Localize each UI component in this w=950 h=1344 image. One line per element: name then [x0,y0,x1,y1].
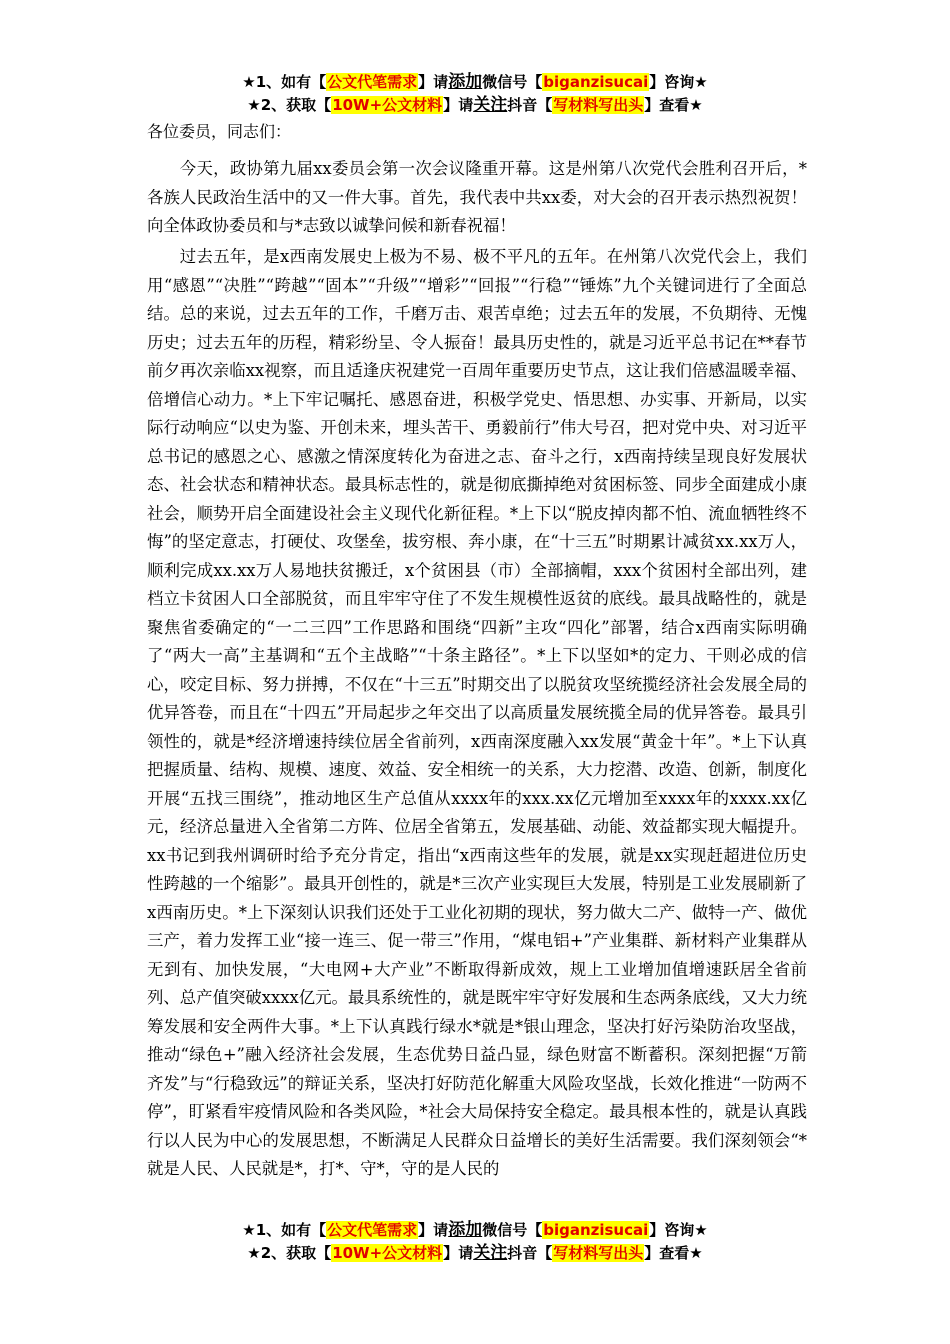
ad-line-2-text-2: 抖音【 [507,96,553,114]
ad-footer-2-highlight-douyin: 写材料写出头 [553,1244,644,1262]
paragraph-review: 过去五年，是x西南发展史上极为不易、极不平凡的五年。在州第八次党代会上，我们用“感恩”“决胜”“跨越”“固本”“升级”“增彩”“回报”“行稳”“锤炼”九个关键词进行了全面总结。总的来说，过去五年的工作，千磨万击、艰苦卓绝；过去五年的发展，不负期待、无愧历史；过去五年的历程，精彩纷呈、令人振奋！最具历史性的，就是习近平总书记在**春节前夕再次亲临xx视察，而且适逢庆祝建党一百周年重要历史节点，这让我们倍感温暖幸福、倍增信心动力。*上下牢记嘱托、感恩奋进，积极学党史、悟思想、办实事、开新局，以实际行动响应“以史为鉴、开创未来，埋头苦干、勇毅前行”伟大号召，把对党中央、对习近平总书记的感恩之心、感激之情深度转化为奋进之志、奋斗之行，x西南持续呈现良好发展状态、社会状态和精神状态。最具标志性的，就是彻底撕掉绝对贫困标签、同步全面建成小康社会，顺势开启全面建设社会主义现代化新征程。*上下以“脱皮掉肉都不怕、流血牺牲终不悔”的坚定意志，打硬仗、攻堡垒，拔穷根、奔小康，在“十三五”时期累计减贫xx.xx万人，顺利完成xx.xx万人易地扶贫搬迁，x个贫困县（市）全部摘帽，xxx个贫困村全部出列，建档立卡贫困人口全部脱贫，而且牢牢守住了不发生规模性返贫的底线。最具战略性的，就是聚焦省委确定的“一二三四”工作思路和围绕“四新”主攻“四化”部署，结合x西南实际明确了“两大一高”主基调和“五个主战略”“十条主路径”。*上下以坚如*的定力、干则必成的信心，咬定目标、努力拼搏，不仅在“十三五”时期交出了以脱贫攻坚统揽经济社会发展全局的优异答卷，而且在“十四五”开局起步之年交出了以高质量发展统揽全局的优异答卷。最具引领性的，就是*经济增速持续位居全省前列，x西南深度融入xx发展“黄金十年”。*上下认真把握质量、结构、规模、速度、效益、安全相统一的关系，大力挖潜、改造、创新，制度化开展“五找三围绕”，推动地区生产总值从xxxx年的xxx.xx亿元增加至xxxx年的xxxx.xx亿元，经济总量进入全省第二方阵、位居全省第五，发展基础、动能、效益都实现大幅提升。xx书记到我州调研时给予充分肯定，指出“x西南这些年的发展，就是xx实现赶超进位历史性跨越的一个缩影”。最具开创性的，就是*三次产业实现巨大发展，特别是工业发展刷新了x西南历史。*上下深刻认识我们还处于工业化初期的现状，努力做大二产、做特一产、做优三产，着力发挥工业“接一连三、促一带三”作用，“煤电铝+”产业集群、新材料产业集群从无到有、加快发展，“大电网+大产业”不断取得新成效，规上工业增加值增速跃居全省前列、总产值突破xxxx亿元。最具系统性的，就是既牢牢守好发展和生态两条底线，又大力统筹发展和安全两件大事。*上下认真践行绿水*就是*银山理念，坚决打好污染防治攻坚战，推动“绿色+”融入经济社会发展，生态优势日益凸显，绿色财富不断蓄积。深刻把握“万箭齐发”与“行稳致远”的辩证关系，坚决打好防范化解重大风险攻坚战，长效化推进“一防两不停”，盯紧看牢疫情风险和各类风险，*社会大局保持安全稳定。最具根本性的，就是认真践行以人民为中心的发展思想，不断满足人民群众日益增长的美好生活需要。我们深刻领会“*就是人民、人民就是*，打*、守*，守的是人民的 [147,247,807,1178]
ad-line-1-highlight-service: 公文代笔需求 [327,73,418,91]
ad-footer-2-text: 】请 [443,1244,474,1262]
ad-line-2-prefix: ★2、获取【 [247,96,332,114]
ad-line-1-emphasis: 添加 [448,72,483,92]
ad-footer-1-emphasis: 添加 [448,1220,483,1240]
paragraph-opening: 今天，政协第九届xx委员会第一次会议隆重开幕。这是州第八次党代会胜利召开后，*各族人民政治生活中的又一件大事。首先，我代表中共xx委，对大会的召开表示热烈祝贺！向全体政协委员和与*志致以诚挚问候和新春祝福！ [147,159,807,235]
ad-line-2-suffix: 】查看★ [644,96,703,114]
ad-footer-2-emphasis: 关注 [473,1243,508,1263]
ad-footer-1-text-2: 微信号【 [482,1221,543,1239]
ad-line-1 [0,71,950,93]
ad-line-1-text: 】请 [418,73,449,91]
greeting: 各位委员，同志们： [147,122,292,141]
ad-line-2-footer [0,1242,950,1264]
ad-footer-1-prefix: ★1、如有【 [242,1221,327,1239]
ad-footer-2-text-2: 抖音【 [507,1244,553,1262]
ad-line-1-text-2: 微信号【 [482,73,543,91]
ad-footer-2-highlight-materials: 10W+公文材料 [332,1244,443,1262]
ad-line-2-highlight-douyin: 写材料写出头 [553,96,644,114]
ad-footer-2-suffix: 】查看★ [644,1244,703,1262]
ad-footer-1-suffix: 】咨询★ [649,1221,708,1239]
ad-line-1-highlight-wechat: biganzisucai [543,73,649,91]
ad-line-1-suffix: 】咨询★ [649,73,708,91]
ad-line-2 [0,94,950,116]
ad-line-2-highlight-materials: 10W+公文材料 [332,96,443,114]
ad-line-1-footer [0,1219,950,1241]
ad-footer-1-highlight-wechat: biganzisucai [543,1221,649,1239]
ad-footer-1-text: 】请 [418,1221,449,1239]
ad-line-1-prefix: ★1、如有【 [242,73,327,91]
ad-footer-2-prefix: ★2、获取【 [247,1244,332,1262]
ad-line-2-text: 】请 [443,96,474,114]
ad-footer-1-highlight-service: 公文代笔需求 [327,1221,418,1239]
ad-line-2-emphasis: 关注 [473,95,508,115]
